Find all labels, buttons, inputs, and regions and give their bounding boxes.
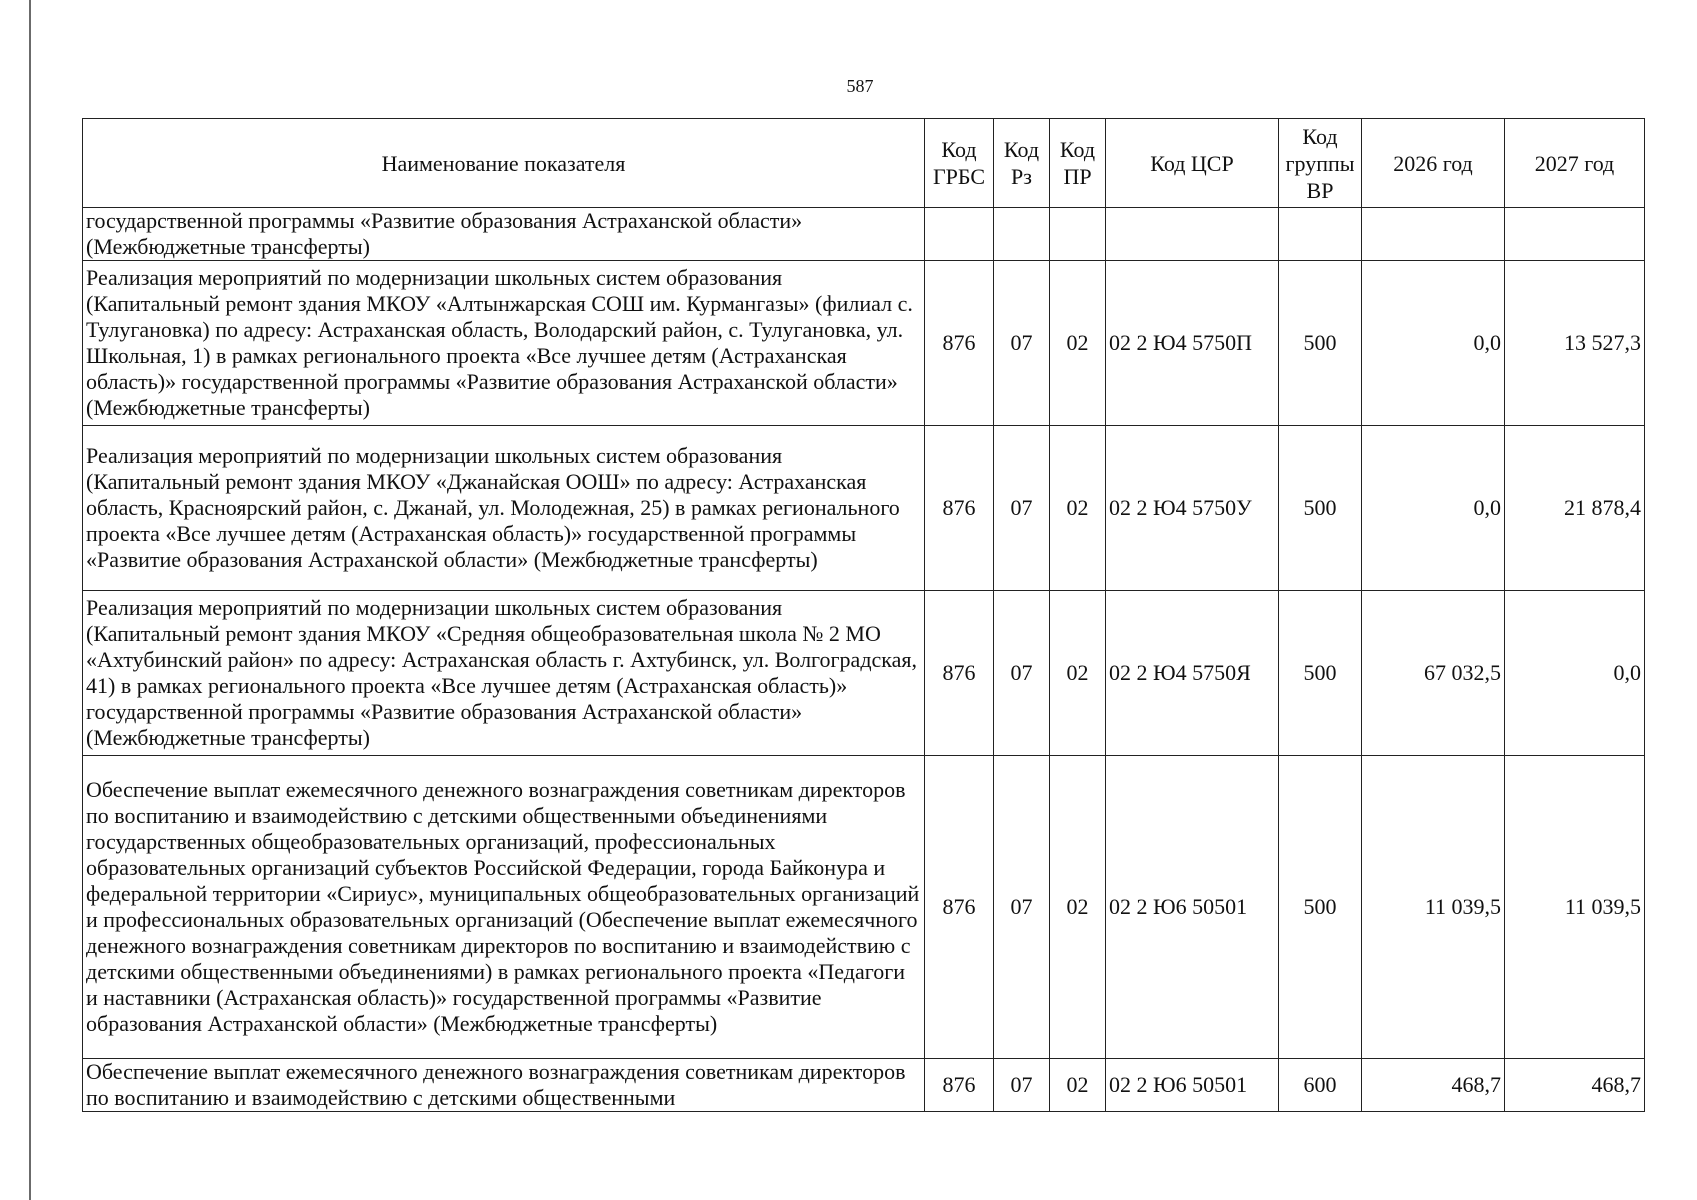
row-vr: 500	[1279, 426, 1362, 591]
row-grbs: 876	[925, 756, 994, 1059]
table-row	[83, 591, 1645, 756]
row-csr	[1106, 208, 1279, 261]
row-name: Реализация мероприятий по модернизации школьных систем образования (Капитальный ремонт здания МКОУ «Алтынжарская СОШ им. Курмангазы» (филиал с. Тулугановка) по адресу: Астраханская область, Володарский район, с. Тулугановка, ул. Школьная, 1) в рамках регионального проекта «Все лучшее детям (Астраханская область)» государственной программы «Развитие образования Астраханской области» (Межбюджетные трансферты)	[83, 261, 925, 426]
row-2026: 0,0	[1362, 261, 1505, 426]
row-2027	[1505, 208, 1645, 261]
table-row	[83, 1059, 1645, 1112]
row-pr	[1050, 208, 1106, 261]
row-2027: 11 039,5	[1505, 756, 1645, 1059]
row-csr: 02 2 Ю4 5750П	[1106, 261, 1279, 426]
scan-edge-line	[29, 0, 31, 1200]
row-rz: 07	[994, 756, 1050, 1059]
row-vr: 500	[1279, 261, 1362, 426]
row-name: Обеспечение выплат ежемесячного денежного вознаграждения советникам директоров по воспитанию и взаимодействию с детскими общественными объединениями государственных общеобразовательных организаций, профессиональных образовательных организаций субъектов Российской Федерации, города Байконура и федеральной территории «Сириус», муниципальных общеобразовательных организаций и профессиональных образовательных организаций (Обеспечение выплат ежемесячного денежного вознаграждения советникам директоров по воспитанию и взаимодействию с детскими общественными объединениями) в рамках регионального проекта «Педагоги и наставники (Астраханская область)» государственной программы «Развитие образования Астраханской области» (Межбюджетные трансферты)	[83, 756, 925, 1059]
row-csr: 02 2 Ю6 50501	[1106, 756, 1279, 1059]
page-number: 587	[846, 76, 874, 96]
table-row	[83, 756, 1645, 1059]
row-pr: 02	[1050, 261, 1106, 426]
row-vr: 600	[1279, 1059, 1362, 1112]
row-csr: 02 2 Ю4 5750Я	[1106, 591, 1279, 756]
row-pr: 02	[1050, 426, 1106, 591]
row-vr	[1279, 208, 1362, 261]
row-2026: 0,0	[1362, 426, 1505, 591]
row-name: Обеспечение выплат ежемесячного денежного вознаграждения советникам директоров по воспитанию и взаимодействию с детскими общественными	[83, 1059, 925, 1112]
row-2026	[1362, 208, 1505, 261]
row-2027: 13 527,3	[1505, 261, 1645, 426]
row-grbs: 876	[925, 261, 994, 426]
row-pr: 02	[1050, 756, 1106, 1059]
row-pr: 02	[1050, 1059, 1106, 1112]
row-grbs: 876	[925, 591, 994, 756]
row-rz: 07	[994, 261, 1050, 426]
row-2027: 468,7	[1505, 1059, 1645, 1112]
header-grbs: Код ГРБС	[925, 119, 994, 208]
table-row	[83, 426, 1645, 591]
table-header-row	[83, 119, 1645, 208]
header-rz: Код Рз	[994, 119, 1050, 208]
row-rz	[994, 208, 1050, 261]
header-name: Наименование показателя	[83, 119, 925, 208]
row-csr: 02 2 Ю6 50501	[1106, 1059, 1279, 1112]
row-rz: 07	[994, 1059, 1050, 1112]
row-vr: 500	[1279, 756, 1362, 1059]
row-vr: 500	[1279, 591, 1362, 756]
header-2027: 2027 год	[1505, 119, 1645, 208]
row-2027: 21 878,4	[1505, 426, 1645, 591]
row-grbs	[925, 208, 994, 261]
row-2026: 468,7	[1362, 1059, 1505, 1112]
row-name: Реализация мероприятий по модернизации школьных систем образования (Капитальный ремонт здания МКОУ «Джанайская ООШ» по адресу: Астраханская область, Красноярский район, с. Джанай, ул. Молодежная, 25) в рамках регионального проекта «Все лучшее детям (Астраханская область)» государственной программы «Развитие образования Астраханской области» (Межбюджетные трансферты)	[83, 426, 925, 591]
row-grbs: 876	[925, 426, 994, 591]
row-2027: 0,0	[1505, 591, 1645, 756]
row-name: государственной программы «Развитие образования Астраханской области» (Межбюджетные трансферты)	[83, 208, 925, 261]
row-rz: 07	[994, 591, 1050, 756]
row-pr: 02	[1050, 591, 1106, 756]
header-pr: Код ПР	[1050, 119, 1106, 208]
row-name: Реализация мероприятий по модернизации школьных систем образования (Капитальный ремонт здания МКОУ «Средняя общеобразовательная школа № 2 МО «Ахтубинский район» по адресу: Астраханская область г. Ахтубинск, ул. Волгоградская, 41) в рамках регионального проекта «Все лучшее детям (Астраханская область)» государственной программы «Развитие образования Астраханской области» (Межбюджетные трансферты)	[83, 591, 925, 756]
header-vr: Код группы ВР	[1279, 119, 1362, 208]
row-csr: 02 2 Ю4 5750У	[1106, 426, 1279, 591]
row-2026: 11 039,5	[1362, 756, 1505, 1059]
table-row	[83, 261, 1645, 426]
row-rz: 07	[994, 426, 1050, 591]
header-2026: 2026 год	[1362, 119, 1505, 208]
budget-table	[82, 118, 1645, 1112]
header-csr: Код ЦСР	[1106, 119, 1279, 208]
row-2026: 67 032,5	[1362, 591, 1505, 756]
row-grbs: 876	[925, 1059, 994, 1112]
table-row	[83, 208, 1645, 261]
